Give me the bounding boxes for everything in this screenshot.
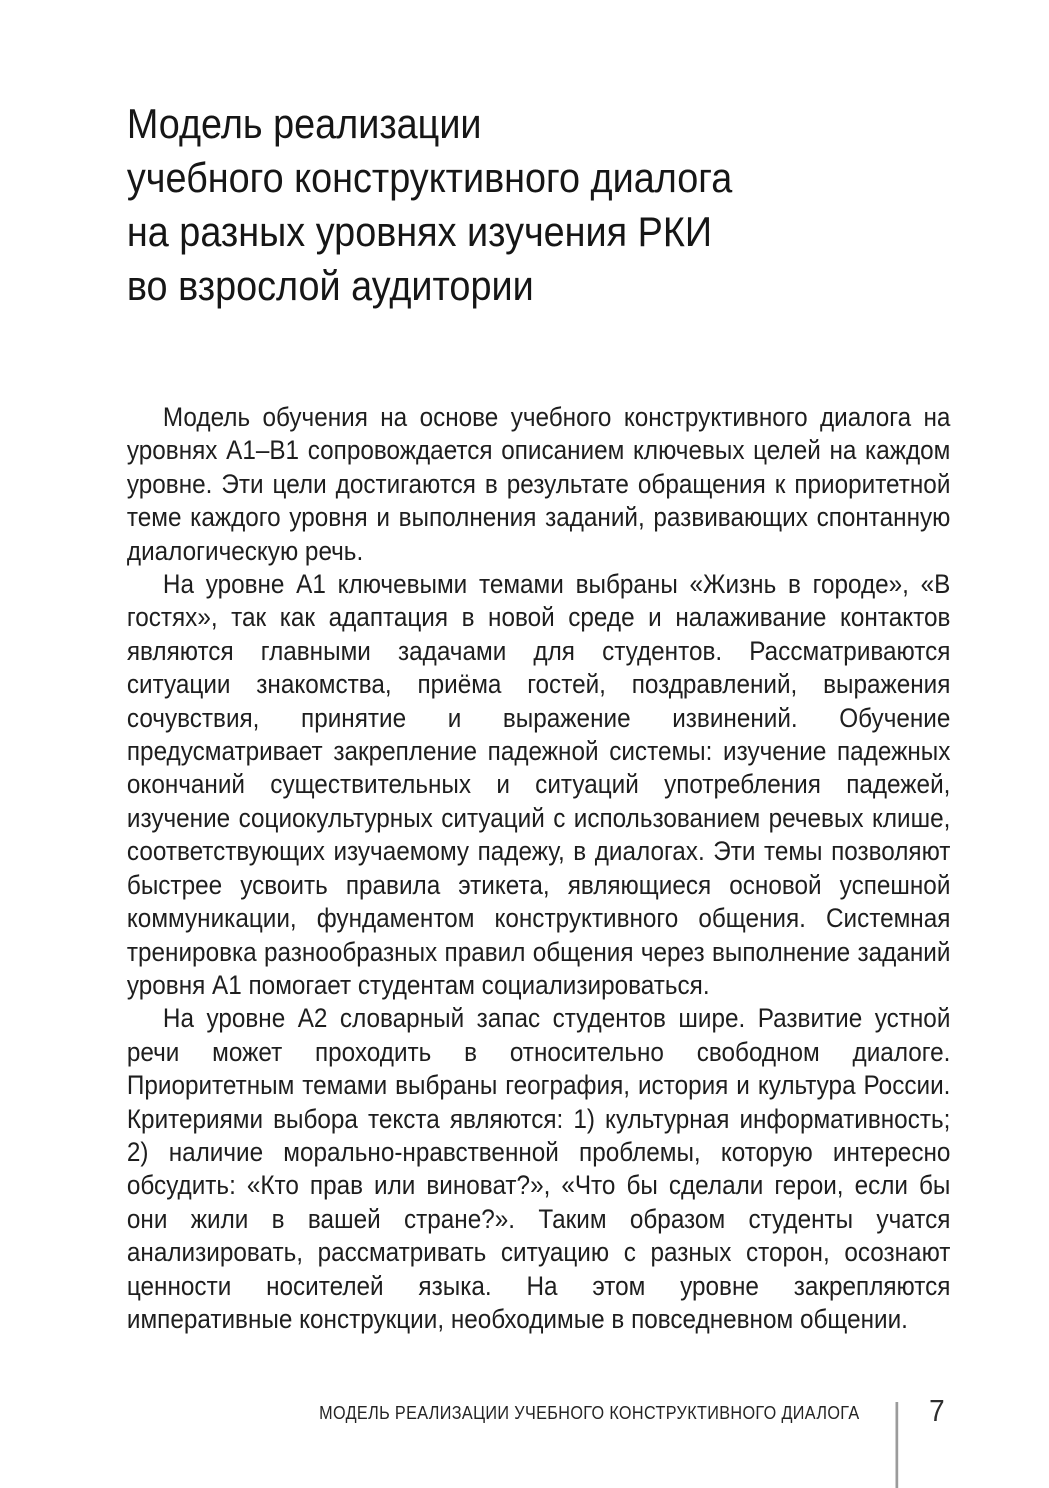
body-text (127, 401, 951, 1336)
paragraph: На уровне А2 словарный запас студентов шире. Развитие устной речи может проходить в относительно свободном диалоге. Приоритетным темами выбраны география, история и культура России. Критериями выбора текста являются: 1) культурная информативность; 2) наличие морально-нравственной проблемы, которую интересно обсудить: «Кто прав или виноват?», «Что бы сделали герои, если бы они жили в вашей стране?». Таким образом студенты учатся анализировать, рассматривать ситуацию с разных сторон, осознают ценности носителей языка. На этом уровне закрепляются императивные конструкции, необходимые в повседневном общении. (126, 1003, 951, 1334)
paragraph: Модель обучения на основе учебного конструктивного диалога на уровнях А1–В1 сопровождается описанием ключевых целей на каждом уровне. Эти цели достигаются в результате обращения к приоритетной теме каждого уровня и выполнения заданий, развивающих спонтанную диалогическую речь. (126, 402, 951, 566)
footer-divider (896, 1402, 899, 1488)
running-title: МОДЕЛЬ РЕАЛИЗАЦИИ УЧЕБНОГО КОНСТРУКТИВНОГО ДИАЛОГА (319, 1403, 860, 1423)
page-title (127, 97, 951, 313)
page-title-line: учебного конструктивного диалога (126, 154, 733, 201)
page-number: 7 (929, 1393, 945, 1428)
paragraph: На уровне А1 ключевыми темами выбраны «Жизнь в городе», «В гостях», так как адаптация в новой среде и налаживание контактов являются главными задачами для студентов. Рассматриваются ситуации знакомства, приёма гостей, поздравлений, выражения сочувствия, принятие и выражение извинений. Обучение предусматривает закрепление падежной системы: изучение падежных окончаний существительных и ситуаций употребления падежей, изучение социокультурных ситуаций с использованием речевых клише, соответствующих изучаемому падежу, в диалогах. Эти темы позволяют быстрее усвоить правила этикета, являющиеся основой успешной коммуникации, фундаментом конструктивного общения. Системная тренировка разнообразных правил общения через выполнение заданий уровня А1 помогает студентам социализироваться. (126, 569, 951, 1000)
page-title-line: на разных уровнях изучения РКИ (126, 208, 713, 255)
text-column (127, 0, 951, 1336)
page-title-line: Модель реализации (126, 100, 482, 147)
page-title-line: во взрослой аудитории (126, 262, 534, 309)
